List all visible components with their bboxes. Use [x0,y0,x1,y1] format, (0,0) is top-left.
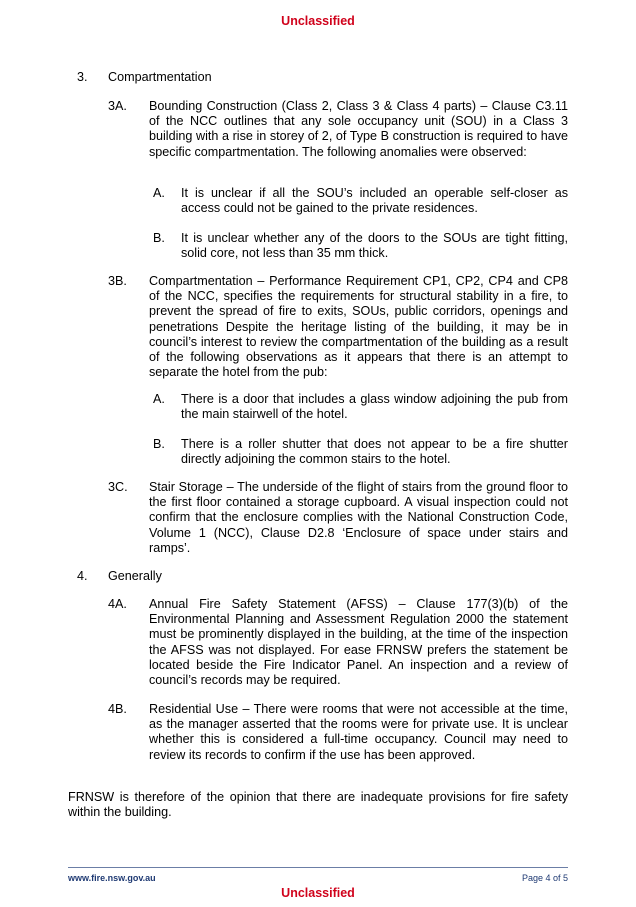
item-id: 3A. [108,99,127,113]
section-number: 3. [77,70,88,84]
subitem-text: There is a roller shutter that does not appear to be a fire shutter directly adjoining the common stairs to the hotel. [181,437,568,467]
section-heading: Compartmentation [108,70,212,84]
item-id: 3B. [108,274,127,288]
item-text: Bounding Construction (Class 2, Class 3 & Class 4 parts) – Clause C3.11 of the NCC outlines that any sole occupancy unit (SOU) in a Class 3 building with a rise in storey of 2, of Type B construction is required to have specific compartmentation. The following anomalies were observed: [149,99,568,159]
subitem-id: B. [153,231,165,245]
classification-footer: Unclassified [281,886,355,900]
item-text: Residential Use – There were rooms that were not accessible at the time, as the manager asserted that the rooms were for private use. It is unclear whether this is considered a full-time occupancy. Council may need to review its records to confirm if the use has been approved. [149,702,568,762]
item-text: Compartmentation – Performance Requirement CP1, CP2, CP4 and CP8 of the NCC, specifies the requirements for structural stability in a fire, to prevent the spread of fire to exits, SOUs, public corridors, openings and penetrations Despite the heritage listing of the building, it may be in council’s interest to review the compartmentation of the building as a result of the following observations as it appears that there is an attempt to separate the hotel from the pub: [149,274,568,380]
subitem-text: It is unclear whether any of the doors to the SOUs are tight fitting, solid core, not less than 35 mm thick. [181,231,568,261]
subitem-text: There is a door that includes a glass window adjoining the pub from the main stairwell of the hotel. [181,392,568,422]
subitem-id: A. [153,392,165,406]
subitem-id: B. [153,437,165,451]
item-id: 4A. [108,597,127,611]
item-text: Stair Storage – The underside of the flight of stairs from the ground floor to the first floor contained a storage cupboard. A visual inspection could not confirm that the enclosure complies with the National Construction Code, Volume 1 (NCC), Clause D2.8 ‘Enclosure of space under stairs and ramps’. [149,480,568,555]
item-id: 3C. [108,480,128,494]
footer-website-link[interactable]: www.fire.nsw.gov.au [68,873,156,883]
section-number: 4. [77,569,88,583]
page-number: Page 4 of 5 [521,873,568,883]
footer-divider [68,867,568,868]
classification-header: Unclassified [281,14,355,28]
subitem-id: A. [153,186,165,200]
section-heading: Generally [108,569,162,583]
conclusion-paragraph: FRNSW is therefore of the opinion that there are inadequate provisions for fire safety within the building. [68,790,568,820]
subitem-text: It is unclear if all the SOU’s included an operable self-closer as access could not be gained to the private residences. [181,186,568,216]
item-text: Annual Fire Safety Statement (AFSS) – Clause 177(3)(b) of the Environmental Planning and Assessment Regulation 2000 the statement must be prominently displayed in the building, at the time of the inspection the AFSS was not displayed. For ease FRNSW prefers the statement be located beside the Fire Indicator Panel. An inspection and a review of council’s records may be required. [149,597,568,688]
item-id: 4B. [108,702,127,716]
